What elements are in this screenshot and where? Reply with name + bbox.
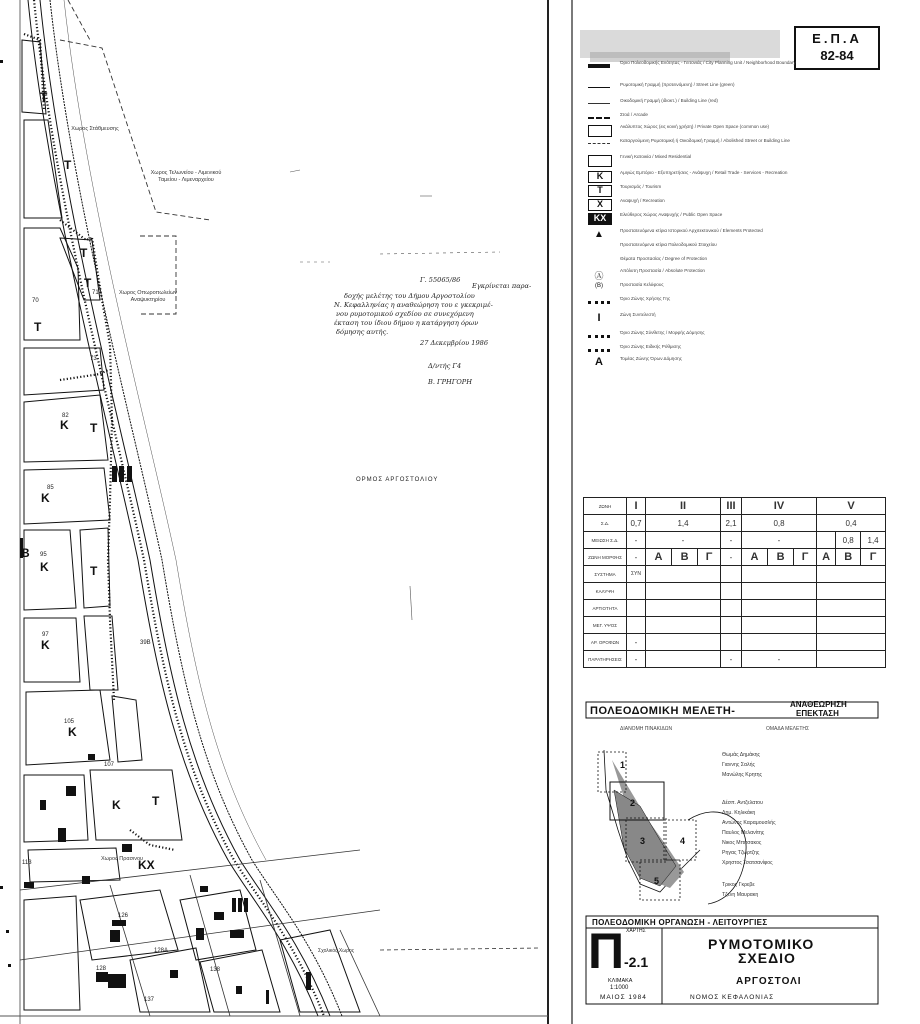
zone-letter: K: [41, 491, 50, 505]
legend-symbol: X: [588, 199, 612, 211]
row-label: ΖΩΝΗ: [584, 498, 627, 515]
study-title: ΠΟΛΕΟΔΟΜΙΚΗ ΜΕΛΕΤΗ-: [590, 705, 736, 717]
legend-text: Όριο Ζώνης Ειδικής Ρύθμισης: [620, 344, 682, 349]
block-number: 128: [96, 966, 107, 972]
cell: [742, 566, 817, 583]
prefecture: ΝΟΜΟΣ ΚΕΦΑΛΟΝΙΑΣ: [690, 994, 775, 1001]
cell: [646, 566, 721, 583]
sheet-number: 5: [654, 876, 660, 886]
legend-row: [580, 330, 880, 344]
legend-symbol: [588, 125, 612, 137]
sd-value: 0,4: [817, 515, 886, 532]
block-number: 128Α: [154, 948, 169, 954]
legend-row: [580, 282, 880, 296]
row-label: ΠΑΡΑΤΗΡΗΣΕΙΣ: [584, 651, 627, 668]
legend-row: [580, 228, 880, 242]
legend-symbol: [588, 155, 612, 167]
row-label: ΑΡ. ΟΡΟΦΩΝ: [584, 634, 627, 651]
block-number: 137: [144, 997, 155, 1003]
block-number: 95: [40, 552, 47, 558]
cell: 0,8: [836, 532, 861, 549]
sd-value: 0,8: [742, 515, 817, 532]
building-terms-table: [583, 497, 886, 668]
decree-line-3: Ν. Κεφαλληνίας η αναθεώρηση του ε γκεκριμέ-: [334, 301, 493, 309]
cell: [627, 583, 646, 600]
cell: [721, 583, 742, 600]
signer-2: Β. ΓΡΗΓΟΡΗ: [428, 378, 472, 386]
legend-text: Αμιγώς Εμπόριο - Εξυπηρετήσεις - Ανάψυχη / Retail Trade - Services - Recreation: [620, 170, 788, 175]
legend-text: Ελεύθερος Χώρος Αναψυχής / Public Open Space: [620, 212, 723, 217]
area-label: Χωρος Οπωροπωλείων Αναψυκτηρίου: [118, 290, 178, 303]
map-label: ΧΑΡΤΗΣ: [626, 928, 646, 934]
spot-label: 39Β: [140, 640, 151, 646]
cell: Α: [742, 549, 768, 566]
sd-value: 1,4: [646, 515, 721, 532]
row-label: Σ.Δ.: [584, 515, 627, 532]
sheet-number: 2: [630, 798, 636, 808]
legend-text: Τομέας Ζώνης Όρων Δόμησης: [620, 356, 682, 361]
decree-date: 27 Δεκεμβρίου 1986: [420, 339, 489, 347]
cell: [817, 583, 886, 600]
town-name: ΑΡΓΟΣΤΟΛΙ: [736, 976, 802, 987]
legend-symbol: [588, 87, 610, 88]
zone-letter: T: [90, 421, 98, 435]
zone-header: I: [627, 498, 646, 515]
cell: -: [627, 549, 646, 566]
cell: [721, 600, 742, 617]
cell: Β: [836, 549, 861, 566]
legend-symbol: [588, 257, 610, 267]
team-label: ΟΜΑΔΑ ΜΕΛΕΤΗΣ: [766, 726, 810, 732]
legend-text: Γενική Κατοικία / Mixed Residential: [620, 154, 692, 159]
zone-letter: K: [60, 418, 69, 432]
legend-row: [580, 296, 880, 310]
block-number: 105: [64, 719, 75, 725]
legend-symbol: [588, 103, 610, 104]
area-label: Χωρος Στάθμευσης: [71, 126, 119, 132]
team-member: Δέσπ. Αντζελατου: [722, 800, 763, 806]
legend-symbol: [588, 301, 610, 304]
legend-row: [580, 242, 880, 256]
legend-text: Όριο Πολεοδομικής Ενότητας - Γειτονιάς / City Planning Unit / Neighborhood Boundary: [620, 60, 796, 65]
area-label: Χωρος Τελωνείου - Λιμενικού Ταμείου - Λιμεναρχείου: [150, 170, 222, 183]
cell: [646, 617, 721, 634]
decree-line-5: έκταση του ίδιου δήμου η κατάργηση όρων: [334, 319, 479, 327]
legend-symbol: [588, 117, 610, 119]
team-member: Θωμάς Δημάκης: [722, 752, 761, 758]
row-label: ΜΕΙΩΣΗ Σ.Δ.: [584, 532, 627, 549]
cell: [742, 600, 817, 617]
legend-text: Στοά / Arcade: [620, 112, 648, 117]
row-label: ΖΩΝΗ ΜΟΡΦΗΣ: [584, 549, 627, 566]
legend-text: Ζώνη Συντελεστή: [620, 312, 656, 317]
legend-row: [580, 98, 880, 112]
cell: Α: [646, 549, 672, 566]
legend-row: [580, 82, 880, 96]
zone-letter: KX: [138, 858, 155, 872]
cell: [627, 600, 646, 617]
date: ΜΑΙΟΣ 1984: [600, 994, 647, 1001]
legend-row: [580, 170, 880, 184]
cell: ΣΥΝ: [627, 566, 646, 583]
cell: [721, 617, 742, 634]
legend-symbol: T: [588, 185, 612, 197]
sd-value: 0,7: [627, 515, 646, 532]
cell: -: [627, 634, 646, 651]
cell: Α: [817, 549, 836, 566]
team-member: Γιαννης Σαλής: [722, 762, 755, 768]
plan-title-2: ΣΧΕΔΙΟ: [738, 950, 796, 966]
legend-symbol: I: [597, 312, 601, 324]
sheet-number: 4: [680, 836, 686, 846]
block-number: 70: [32, 298, 39, 304]
cell: -: [721, 549, 742, 566]
legend-text: Απόλυτη Προστασία / Absolute Protection: [620, 268, 705, 273]
team-member: Τζενη Μαυρακη: [722, 892, 759, 898]
cell: [742, 583, 817, 600]
cell: [817, 600, 886, 617]
legend-text: Προστατευόμενα κτίρια Ιστορικού Αρχιτεκτονικού / Elements Protected: [620, 228, 763, 233]
zone-header: IV: [742, 498, 817, 515]
team-member: Αντώνης Καραμουσλής: [722, 820, 776, 826]
decree-line-6: δόμησης αυτής.: [336, 328, 389, 336]
harbour-label: ΟΡΜΟΣ ΑΡΓΟΣΤΟΛΙΟΥ: [356, 477, 439, 483]
decree-number: Γ. 55065/86: [420, 276, 461, 284]
team-member: Παυλος Μελανίτης: [722, 830, 765, 836]
legend-row: [580, 356, 880, 370]
legend-row: [580, 198, 880, 212]
cell: [646, 583, 721, 600]
revision-label: ΑΝΑΘΕΩΡΗΣΗ: [790, 700, 847, 709]
block-number: 85: [47, 485, 54, 491]
zone-letter: K: [112, 798, 121, 812]
legend-symbol: [588, 349, 610, 352]
zone-letter: T: [84, 276, 92, 290]
decree-line-4: νου ρυμοτομικού σχεδίου σε συνεχόμενη: [336, 310, 474, 318]
team-member: Νικος Μπιτσακος: [722, 840, 762, 846]
coastline: [28, 0, 342, 1016]
cell: 1,4: [861, 532, 886, 549]
sheet-code-number: -2.1: [624, 954, 649, 970]
cell: [721, 634, 742, 651]
block-number: 73: [90, 356, 97, 362]
zone-letter: T: [40, 90, 48, 104]
cell: -: [742, 651, 817, 668]
row-label: ΜΕΓ. ΥΨΟΣ: [584, 617, 627, 634]
legend-symbol: Ⓐ: [594, 271, 604, 281]
team-member: Μανώλης Κρητης: [722, 772, 763, 778]
sd-value: 2,1: [721, 515, 742, 532]
legend-text: Τουρισμός / Tourism: [620, 184, 662, 189]
cell: [817, 617, 886, 634]
cell: Β: [672, 549, 698, 566]
zone-letter: K: [40, 560, 49, 574]
sheet-number: 3: [640, 836, 646, 846]
cell: Γ: [794, 549, 817, 566]
scale-label: ΚΛΙΜΑΚΑ: [608, 978, 633, 984]
signer-1: Δ/ντής Γ4: [428, 362, 462, 370]
legend-symbol: K: [588, 171, 612, 183]
zone-letter: T: [34, 320, 42, 334]
cell: [817, 651, 886, 668]
zone-letter: K: [41, 638, 50, 652]
row-label: ΚΑΛΥΨΗ: [584, 583, 627, 600]
block-number: 138: [210, 967, 221, 973]
plan-title-1: ΡΥΜΟΤΟΜΙΚΟ: [708, 936, 815, 952]
decree-line-1: Εγκρίνεται παρα-: [472, 282, 532, 290]
legend-row: [580, 312, 880, 326]
zone-letter: T: [80, 246, 88, 260]
legend-text: Όριο Ζώνης Χρήσης Γης: [620, 296, 671, 301]
legend-text: Όριο Ζώνης Σύνθετης / Μορφής Δόμησης: [620, 330, 705, 335]
block-number: 71: [92, 290, 99, 296]
area-label: Χωρος Πρασινου: [100, 856, 144, 862]
legend-symbol: [588, 143, 610, 144]
legend-text: Προστατευόμενα κτίρια Πολεοδομικού Στοιχείου: [620, 242, 717, 247]
legend-row: [580, 60, 880, 74]
team-member: Χρηστος Τσατσανίφος: [722, 860, 773, 866]
zone-letter: T: [90, 564, 98, 578]
legend-row: [580, 124, 880, 138]
team-member: Δημ. Κηλικάκη: [722, 810, 756, 816]
zone-letter: T: [64, 158, 72, 172]
legend-symbol: [588, 64, 610, 68]
cell: -: [627, 532, 646, 549]
legend-text: Οικοδομική Γραμμή (ιδιοκτ.) / Building Line (red): [620, 98, 718, 103]
block-number: 97: [42, 632, 49, 638]
cell: -: [742, 532, 817, 549]
team-member: Τρικος Γκρεβε: [722, 882, 755, 888]
row-label: ΣΥΣΤΗΜΑ: [584, 566, 627, 583]
cell: Γ: [698, 549, 721, 566]
zone-header: III: [721, 498, 742, 515]
cell: [817, 532, 836, 549]
cell: [742, 617, 817, 634]
cell: [646, 651, 721, 668]
legend-symbol: ▲: [594, 229, 604, 240]
zone-header: V: [817, 498, 886, 515]
legend-symbol: [588, 335, 610, 338]
sheet-number: 1: [620, 760, 626, 770]
cell: -: [646, 532, 721, 549]
zone-letter: T: [152, 794, 160, 808]
epa-years: 82-84: [820, 48, 854, 63]
extension-label: ΕΠΕΚΤΑΣΗ: [796, 709, 839, 718]
block-number: 113: [22, 860, 32, 866]
legend-row: [580, 268, 880, 282]
legend-text: Αναψυχή / Recreation: [620, 198, 665, 203]
row-label: ΑΡΤΙΟΤΗΤΑ: [584, 600, 627, 617]
legend-row: [580, 138, 880, 152]
legend-symbol: KX: [588, 213, 612, 225]
zone-header: II: [646, 498, 721, 515]
zone-letter: Β: [21, 546, 30, 560]
legend-row: [580, 212, 880, 226]
cell: [817, 566, 886, 583]
cell: [721, 566, 742, 583]
sheets-label: ΔΙΑΝΟΜΗ ΠΙΝΑΚΙΔΩΝ: [620, 726, 673, 732]
legend-text: Θέματα Προστασίας / Degree of Protection: [620, 256, 708, 261]
team-member: Ρηγας Τζωρτζης: [722, 850, 760, 856]
legend-symbol: (B): [595, 283, 603, 289]
cell: -: [627, 651, 646, 668]
organisation-title: ΠΟΛΕΟΔΟΜΙΚΗ ΟΡΓΑΝΩΣΗ - ΛΕΙΤΟΥΡΓΙΕΣ: [592, 918, 768, 927]
cell: -: [721, 651, 742, 668]
cell: Β: [768, 549, 794, 566]
cell: [742, 634, 817, 651]
legend-text: Ρυμοτομική Γραμμή (προτεινόμενη) / Street Line (green): [620, 82, 735, 87]
block-number: 82: [62, 413, 69, 419]
cell: [627, 617, 646, 634]
east-label: Σχολικός Χωρος: [318, 948, 355, 954]
block-number: 126: [118, 913, 129, 919]
cell: [646, 634, 721, 651]
epa-code: Ε.Π.Α: [812, 31, 862, 46]
legend-row: [580, 154, 880, 168]
legend-symbol: [588, 243, 610, 253]
cell: -: [721, 532, 742, 549]
block-number: 107: [104, 762, 115, 768]
legend-row: [580, 184, 880, 198]
cell: [817, 634, 886, 651]
legend-symbol: A: [595, 356, 603, 368]
legend-text: Ακάλυπτος Χώρος (εις κοινή χρήση) / Private Open Space (common use): [620, 124, 770, 129]
cell: [646, 600, 721, 617]
legend-text: Καταργούμενη Ρυμοτομική ή Οικοδομική Γραμμή / Abolished Street or Building Line: [620, 138, 790, 143]
legend-text: Προστασία Κελύφους: [620, 282, 664, 287]
sheet-code-letter: Π: [588, 923, 625, 979]
scale-value: 1:1000: [610, 985, 629, 991]
cell: Γ: [861, 549, 886, 566]
decree-line-2: δοχής μελέτης του Δήμου Αργοστολίου: [344, 292, 475, 300]
zone-letter: K: [68, 725, 77, 739]
